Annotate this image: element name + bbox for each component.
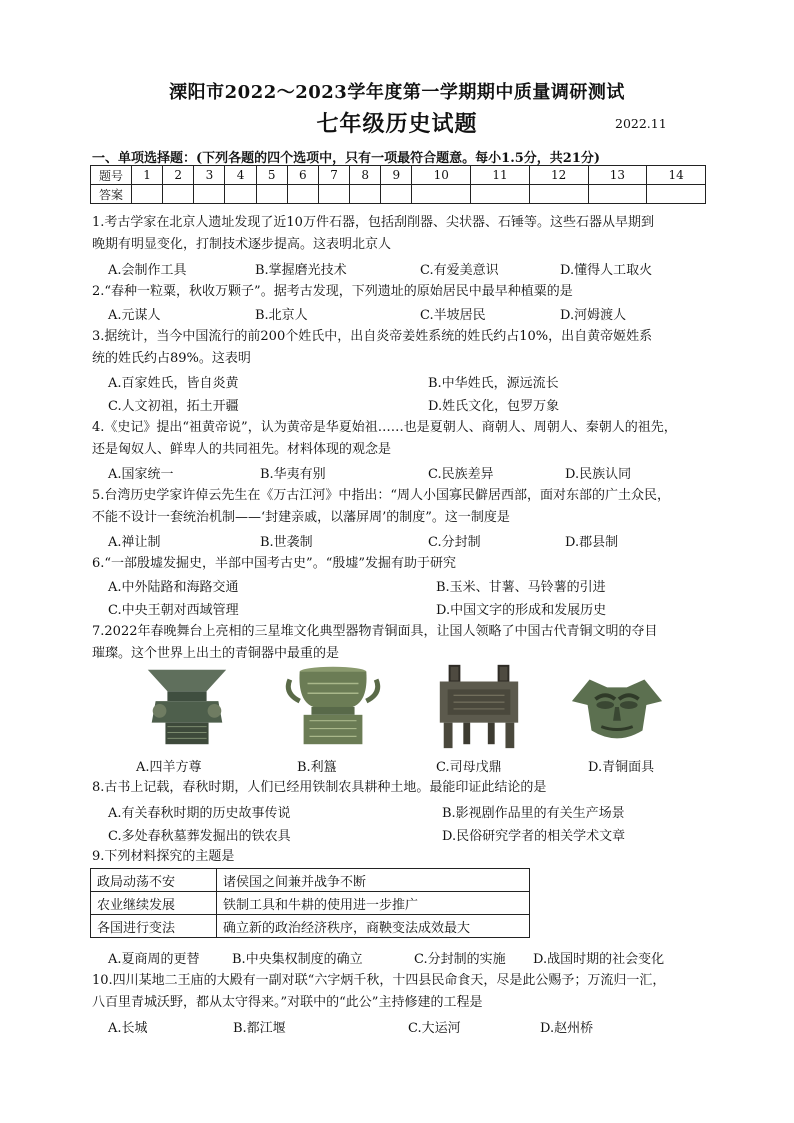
answer-table-cell: 3 — [194, 166, 225, 185]
answer-table-cell: 5 — [256, 166, 287, 185]
exam-subtitle: 七年级历史试题 — [316, 111, 478, 137]
material-topic: 农业继续发展 — [91, 892, 217, 915]
option-d: D.河姆渡人 — [560, 308, 627, 323]
question-stem: 4.《史记》提出“祖黄帝说”，认为黄帝是华夏始祖……也是夏朝人、商朝人、周朝人、秦朝人的祖先， — [92, 420, 677, 435]
question-stem: 不能不设计一套统治机制——‘封建亲戚，以藩屏周’的制度”。这一制度是 — [92, 510, 510, 525]
answer-table-answer-row — [91, 185, 706, 204]
option-b: B.北京人 — [255, 308, 308, 323]
answer-blank[interactable] — [381, 185, 412, 204]
question-stem: 晚期有明显变化，打制技术逐步提高。这表明北京人 — [92, 237, 392, 252]
answer-table-cell: 4 — [225, 166, 256, 185]
option-b: B.玉米、甘薯、马铃薯的引进 — [436, 580, 606, 595]
option-a: A.四羊方尊 — [136, 760, 202, 775]
option-a: A.有关春秋时期的历史故事传说 — [108, 806, 291, 821]
option-b: B.世袭制 — [260, 535, 313, 550]
option-b: B.影视剧作品里的有关生产场景 — [442, 806, 625, 821]
option-a: A.国家统一 — [108, 467, 174, 482]
option-d: D.青铜面具 — [588, 760, 655, 775]
option-d: D.民俗研究学者的相关学术文章 — [442, 829, 626, 844]
answer-blank[interactable] — [588, 185, 647, 204]
option-b: B.华夷有别 — [260, 467, 326, 482]
question-stem: 6.“一部殷墟发掘史，半部中国考古史”。“殷墟”发掘有助于研究 — [92, 556, 456, 571]
option-a: A.禅让制 — [108, 535, 161, 550]
answer-table — [90, 165, 706, 204]
question-stem: 还是匈奴人、鲜卑人的共同祖先。材料体现的观念是 — [92, 442, 392, 457]
exam-title: 溧阳市2022～2023学年度第一学期期中质量调研测试 — [169, 82, 625, 103]
answer-blank[interactable] — [132, 185, 163, 204]
answer-blank[interactable] — [350, 185, 381, 204]
option-c: C.分封制 — [428, 535, 481, 550]
material-detail: 诸侯国之间兼并战争不断 — [217, 869, 530, 892]
question-stem: 3.据统计，当今中国流行的前200个姓氏中，出自炎帝姜姓系统的姓氏约占10%，出自黄帝姬姓系 — [92, 329, 653, 344]
option-a: A.会制作工具 — [108, 263, 187, 278]
question-stem: 2.“春种一粒粟，秋收万颗子”。据考古发现，下列遗址的原始居民中最早种植粟的是 — [92, 284, 573, 299]
material-topic: 政局动荡不安 — [91, 869, 217, 892]
question-stem: 7.2022年春晚舞台上亮相的三星堆文化典型器物青铜面具，让国人领略了中国古代青铜文明的夺目 — [92, 624, 658, 639]
answer-table-label: 题号 — [91, 166, 132, 185]
answer-blank[interactable] — [529, 185, 588, 204]
option-a: A.夏商周的更替 — [108, 952, 200, 967]
option-a: A.中外陆路和海路交通 — [108, 580, 239, 595]
li-gui-image — [284, 661, 382, 751]
answer-table-cell: 10 — [412, 166, 471, 185]
bronze-mask-image — [568, 661, 666, 751]
question-stem: 1.考古学家在北京人遗址发现了近10万件石器，包括刮削器、尖状器、石锤等。这些石器从早期到 — [92, 215, 654, 230]
option-a: A.元谋人 — [108, 308, 161, 323]
answer-blank[interactable] — [287, 185, 318, 204]
option-d: D.懂得人工取火 — [560, 263, 653, 278]
answer-table-cell: 8 — [350, 166, 381, 185]
option-b: B.利簋 — [297, 760, 337, 775]
question-stem: 8.古书上记载，春秋时期，人们已经用铁制农具耕种土地。最能印证此结论的是 — [92, 780, 547, 795]
answer-table-cell: 13 — [588, 166, 647, 185]
option-c: C.民族差异 — [428, 467, 494, 482]
option-b: B.掌握磨光技术 — [255, 263, 347, 278]
answer-table-cell: 1 — [132, 166, 163, 185]
simuwu-ding-image — [430, 661, 528, 751]
option-c: C.多处春秋墓葬发掘出的铁农具 — [108, 829, 291, 844]
answer-blank[interactable] — [194, 185, 225, 204]
option-c: C.中央王朝对西域管理 — [108, 603, 239, 618]
option-c: C.人文初祖，拓土开疆 — [108, 399, 239, 414]
material-row — [91, 892, 530, 915]
answer-blank[interactable] — [318, 185, 349, 204]
option-d: D.姓氏文化，包罗万象 — [428, 399, 560, 414]
answer-blank[interactable] — [225, 185, 256, 204]
material-detail: 确立新的政治经济秩序，商鞅变法成效最大 — [217, 915, 530, 938]
option-c: C.司母戊鼎 — [436, 760, 502, 775]
option-d: D.郡县制 — [565, 535, 619, 550]
option-a: A.百家姓氏，皆自炎黄 — [108, 376, 239, 391]
option-d: D.赵州桥 — [540, 1021, 594, 1036]
material-row — [91, 869, 530, 892]
question-stem: 5.台湾历史学家许倬云先生在《万古江河》中指出：“周人小国寡民僻居西部，面对东部的广土众民， — [92, 488, 671, 503]
option-c: C.半坡居民 — [420, 308, 486, 323]
exam-date: 2022.11 — [615, 116, 667, 131]
option-b: B.都江堰 — [233, 1021, 286, 1036]
answer-table-cell: 14 — [647, 166, 706, 185]
material-topic: 各国进行变法 — [91, 915, 217, 938]
answer-table-number-row — [91, 166, 706, 185]
answer-blank[interactable] — [163, 185, 194, 204]
option-b: B.中央集权制度的确立 — [232, 952, 363, 967]
answer-table-cell: 2 — [163, 166, 194, 185]
answer-blank[interactable] — [256, 185, 287, 204]
option-c: C.有爱美意识 — [420, 263, 499, 278]
answer-table-cell: 9 — [381, 166, 412, 185]
option-c: C.分封制的实施 — [414, 952, 506, 967]
answer-blank[interactable] — [647, 185, 706, 204]
answer-table-label: 答案 — [91, 185, 132, 204]
question-stem: 璀璨。这个世界上出土的青铜器中最重的是 — [92, 646, 340, 661]
option-a: A.长城 — [108, 1021, 148, 1036]
option-b: B.中华姓氏，源远流长 — [428, 376, 559, 391]
question-stem: 10.四川某地二王庙的大殿有一副对联“六字炳千秋，十四县民命食天，尽是此公赐予；万流归一汇， — [92, 973, 666, 988]
option-c: C.大运河 — [408, 1021, 461, 1036]
answer-table-cell: 7 — [318, 166, 349, 185]
answer-blank[interactable] — [412, 185, 471, 204]
answer-blank[interactable] — [471, 185, 530, 204]
question-stem: 统的姓氏约占89%。这表明 — [92, 351, 251, 366]
question-stem: 八百里青城沃野，都从太守得来。”对联中的“此公”主持修建的工程是 — [92, 995, 483, 1010]
answer-table-cell: 11 — [471, 166, 530, 185]
answer-table-cell: 12 — [529, 166, 588, 185]
material-row — [91, 915, 530, 938]
answer-table-cell: 6 — [287, 166, 318, 185]
section-heading: 一、单项选择题：(下列各题的四个选项中，只有一项最符合题意。每小1.5分，共21分) — [92, 151, 601, 166]
four-goat-square-zun-image — [138, 661, 236, 751]
option-d: D.民族认同 — [565, 467, 632, 482]
material-detail: 铁制工具和牛耕的使用进一步推广 — [217, 892, 530, 915]
material-table — [90, 868, 530, 938]
option-d: D.战国时期的社会变化 — [533, 952, 665, 967]
option-d: D.中国文字的形成和发展历史 — [436, 603, 607, 618]
question-stem: 9.下列材料探究的主题是 — [92, 849, 235, 864]
